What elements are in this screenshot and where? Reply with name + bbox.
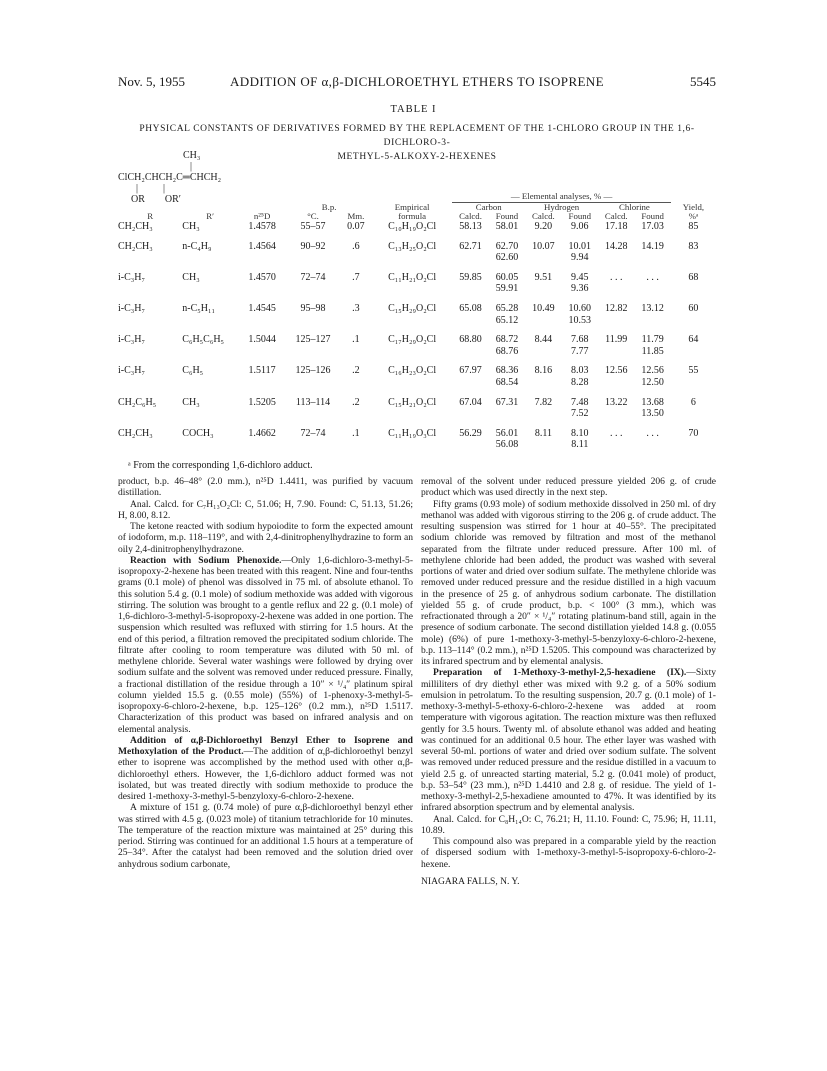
table-cell-yield: 6 — [690, 396, 696, 408]
table-caption-line-2: METHYL-5-ALKOXY-2-HEXENES — [337, 152, 497, 162]
chlorine-found-header: Found — [641, 211, 664, 221]
table-cell-formula: C₁₁H₂₁O₂Cl — [388, 271, 437, 283]
table-cell-cf: 56.01 56.08 — [495, 427, 519, 451]
table-cell-clf: 13.68 13.50 — [641, 396, 664, 420]
affiliation: NIAGARA FALLS, N. Y. — [421, 875, 520, 887]
paragraph-heading: Preparation of 1-Methoxy-3-methyl-2,5-hexadiene (IX). — [433, 667, 687, 679]
paragraph-text: —Sixty milliliters of dry diethyl ether was mixed with 9.2 g. of a 50% sodium emulsion in petrolatum. To the resulting suspension, 20.7 g. (0.1 mole) of 1-methoxy-3-methyl-5-ethoxy-6-chloro-2-hexene was added at room temperature with vigorous agitation. The reaction mixture was then refluxed gently for 3.5 hours. Twenty ml. of absolute ethanol was added and heating was continued for an additional 0.5 hour. The ether layer was washed with several 50-ml. portions of water and dried over sodium sulfate. The solvent was removed under reduced pressure and the residue distilled in a vacuum to yield 2.5 g. of unreacted starting material, 5.2 g. (0.041 mole) of product, b.p. 53–54° (23 mm.), n²⁵D 1.4410 and 2.8 g. of residue. The yield of 1-methoxy-3-methyl-2,5-hexadiene amounted to 47%. It was identified by its infrared absorption spectrum and by elemental analysis. — [421, 667, 716, 814]
hydrogen-header: Hydrogen — [544, 202, 580, 212]
table-cell-Rp: CH₃ — [182, 221, 200, 232]
table-row — [118, 365, 716, 388]
table-row — [118, 397, 716, 420]
table-cell-cf: 62.70 62.60 — [495, 240, 519, 264]
table-cell-formula: C₁₀H₁₉O₂Cl — [388, 221, 437, 232]
table-cell-clf: . . . — [646, 271, 659, 283]
table-cell-hf: 7.48 7.52 — [571, 396, 589, 420]
yield-header: Yield, — [682, 201, 705, 212]
paragraph — [118, 735, 413, 803]
table-cell-Rp: n-C₅H₁₁ — [182, 302, 215, 314]
paragraph-text: —Only 1,6-dichloro-3-methyl-5-isopropoxy-2-hexene has been treated with this reagent. Nine and four-tenths grams (0.1 mole) of phenol was dissolved in 75 ml. of absolute ethanol. To this solution 5.4 g. (0.1 mole) of sodium methoxide was added with vigorous stirring. The solution was brought to a gentle reflux and 22 g. (0.1 mole) of 1,6-dichloro-3-methyl-5-isopropoxy-2-hexene was added in one portion. The suspension which resulted was refluxed with stirring for 1.5 hours. At the end of this period, a filtration removed the precipitated sodium chloride. The filtrate after cooling to room temperature was diluted with 50 ml. of methylene chloride. Several water washings were followed by drying over sodium sulfate and the solvent was removed under reduced pressure. Finally, a fractional distillation of the residue through a 10″ × ¹/₄″ platinum spiral column yielded 15.5 g. (0.55 mole) (55%) of 1-phenoxy-3-methyl-5-isopropoxy-6-chloro-2-hexene, b.p. 125–126° (0.2 mm.), n²⁵D 1.5117. Characterization of this product was based on infrared analysis and on elemental analysis. — [118, 554, 413, 735]
table-cell-yield: 85 — [688, 221, 699, 232]
table-cell-cf: 60.05 59.91 — [495, 271, 519, 295]
paragraph: This compound also was prepared in a comparable yield by the reaction of dispersed sodium with 1-methoxy-3-methyl-5-isopropoxy-6-chloro-2-hexene. — [421, 836, 716, 870]
header-title: ADDITION OF α,β-DICHLOROETHYL ETHERS TO ISOPRENE — [230, 74, 604, 89]
paragraph: removal of the solvent under reduced pressure yielded 206 g. of crude product which was used directly in the next step. — [421, 476, 716, 499]
table-cell-hf: 7.68 7.77 — [571, 334, 589, 357]
paragraph-text: —The addition of α,β-dichloroethyl benzyl ether to isoprene was accomplished by the method used with other α,β-dichloroethyl ethers. However, the 1,6-dichloro adduct formed was not isolated, but was treated directly with sodium methoxide to produce the desired 1-methoxy-3-methyl-5-benzyloxy-6-chloro-2-hexene. — [118, 746, 413, 802]
paragraph: The ketone reacted with sodium hypoiodite to form the expected amount of iodoform, m.p. 118–119°, and with 2,4-dinitrophenylhydrazine to form an oily 2,4-dinitrophenylhydrazone. — [118, 521, 413, 555]
table-cell-clf: 17.03 — [641, 221, 664, 232]
left-text-column — [118, 476, 413, 870]
table-cell-mm: .3 — [352, 302, 360, 314]
table-cell-nd: 1.4564 — [248, 240, 276, 252]
table-row — [118, 303, 716, 326]
row-spacer — [118, 357, 716, 365]
table-cell-bpc: 72–74 — [300, 427, 326, 439]
table-cell-mm: .7 — [352, 271, 360, 283]
table-cell-mm: 0.07 — [347, 221, 365, 232]
table-cell-bpc: 90–92 — [300, 240, 326, 252]
table-cell-R: CH₂CH₃ — [118, 221, 153, 232]
table-cell-cf: 58.01 — [495, 221, 519, 232]
table-row — [118, 428, 716, 451]
paragraph: Fifty grams (0.93 mole) of sodium methoxide dissolved in 250 ml. of dry methanol was added with vigorous stirring to the 206 g. of crude adduct. The resulting suspension was stirred for 1 hour at 40–55°. The precipitated sodium chloride was removed by filtration and most of the methanol separated from the filtrate under reduced pressure. After 100 ml. of methylene chloride had been added, the product was washed with several portions of water and dried over sodium sulfate. The methylene chloride was removed under reduced pressure and the residue distilled in a high vacuum in the presence of 25 g. of anhydrous sodium carbonate. The distillation yielded 55 g. of crude product, b.p. < 100° (3 mm.), which was refractionated through a 20″ × ¹/₄″ rotating platinum-band still, again in the presence of sodium carbonate. The second distillation yielded 14.8 g. (0.055 mole) (6%) of pure 1-methoxy-3-methyl-5-benzyloxy-6-chloro-2-hexene, b.p. 113–114° (0.2 mm.), n²⁵D 1.5205. This compound was characterized by its infrared spectrum and by elemental analysis. — [421, 498, 716, 667]
table-cell-cf: 68.36 68.54 — [495, 365, 519, 388]
table-cell-nd: 1.5117 — [248, 365, 276, 377]
elemental-analyses-header: — Elemental analyses, % — — [452, 192, 671, 203]
table-cell-cc: 62.71 — [459, 240, 482, 252]
chlorine-header: Chlorine — [619, 202, 650, 212]
table-cell-nd: 1.4545 — [248, 302, 276, 314]
row-spacer — [118, 420, 716, 428]
table-cell-cf: 68.72 68.76 — [495, 334, 519, 357]
table-cell-yield: 60 — [688, 302, 699, 314]
header-page-number: 5545 — [690, 74, 716, 89]
table-row — [118, 221, 716, 233]
right-text-column — [421, 476, 716, 887]
table-cell-R: i-C₃H₇ — [118, 334, 145, 346]
table-row — [118, 272, 716, 295]
paragraph-heading: Reaction with Sodium Phenoxide. — [130, 554, 282, 566]
table-cell-nd: 1.5044 — [248, 334, 276, 346]
rprime-header: R′ — [206, 211, 215, 221]
row-spacer — [118, 233, 716, 241]
table-cell-cc: 67.97 — [459, 365, 482, 377]
row-spacer — [118, 295, 716, 303]
table-cell-hf: 10.60 10.53 — [568, 302, 592, 326]
table-cell-cc: 65.08 — [459, 302, 482, 314]
bp-header: B.p. — [321, 201, 337, 212]
table-cell-nd: 1.4570 — [248, 271, 276, 283]
paragraph — [118, 555, 413, 735]
table-title: TABLE I — [390, 104, 437, 115]
table-cell-R: CH₂CH₃ — [118, 240, 153, 252]
table-cell-formula: C₁₃H₂₅O₂Cl — [388, 240, 437, 252]
header-date: Nov. 5, 1955 — [118, 74, 186, 89]
table-cell-cf: 65.28 65.12 — [495, 302, 519, 326]
table-cell-hf: 9.06 — [571, 221, 589, 232]
table-cell-hc: 10.07 — [532, 240, 555, 252]
table-cell-Rp: CH₃ — [182, 396, 200, 408]
table-cell-formula: C₁₆H₂₃O₂Cl — [388, 365, 437, 377]
table-cell-cf: 67.31 — [495, 396, 519, 408]
r-header: R — [147, 211, 154, 221]
table-cell-mm: .1 — [352, 427, 360, 439]
table-cell-mm: .2 — [352, 365, 360, 377]
table-cell-hc: 9.20 — [534, 221, 553, 232]
nd-header: n²⁵D — [253, 211, 271, 221]
table-cell-Rp: n-C₄H₉ — [182, 240, 212, 252]
formula-header: formula — [398, 211, 427, 221]
paragraph: Anal. Calcd. for C₇H₁₃O₂Cl: C, 51.06; H, 7.90. Found: C, 51.13, 51.26; H, 8.00, 8.12. — [118, 498, 413, 521]
paragraph-heading: Addition of α,β-Dichloroethyl Benzyl Ether to Isoprene and Methoxylation of the Product. — [118, 734, 413, 757]
paragraph — [421, 667, 716, 813]
row-spacer — [118, 389, 716, 397]
table-cell-hc: 8.44 — [534, 334, 553, 346]
table-cell-bpc: 95–98 — [300, 302, 326, 314]
bp-mm-header: Mm. — [347, 211, 365, 221]
table-cell-mm: .1 — [352, 334, 360, 346]
table-cell-clf: 14.19 — [641, 240, 664, 252]
table-footnote: ᵃ From the corresponding 1,6-dichloro adduct. — [128, 460, 313, 471]
physical-constants-table — [118, 192, 716, 459]
table-cell-R: CH₂C₆H₅ — [118, 396, 157, 408]
table-cell-Rp: COCH₃ — [182, 427, 214, 439]
table-cell-nd: 1.4578 — [248, 221, 276, 232]
table-cell-clf: 13.12 — [641, 302, 664, 314]
table-cell-clc: . . . — [609, 271, 623, 283]
table-cell-bpc: 125–127 — [295, 334, 331, 346]
row-spacer — [118, 326, 716, 334]
table-cell-cc: 56.29 — [459, 427, 482, 439]
carbon-found-header: Found — [495, 211, 519, 221]
chlorine-calcd-header: Calcd. — [604, 211, 628, 221]
table-cell-bpc: 113–114 — [295, 396, 331, 408]
table-cell-clc: 11.99 — [605, 334, 628, 346]
table-cell-bpc: 55–57 — [300, 221, 326, 232]
empirical-header: Empirical — [394, 201, 430, 212]
formula-line-4: | | — [136, 183, 166, 194]
table-cell-hc: 9.51 — [534, 271, 553, 283]
formula-line-5: OR OR′ — [131, 194, 181, 205]
table-cell-formula: C₁₇H₂₉O₂Cl — [388, 334, 437, 346]
table-cell-R: CH₂CH₃ — [118, 427, 153, 439]
table-cell-Rp: CH₃ — [182, 271, 200, 283]
table-cell-R: i-C₃H₇ — [118, 302, 145, 314]
table-cell-cc: 59.85 — [459, 271, 482, 283]
table-cell-formula: C₁₅H₂₁O₂Cl — [388, 396, 437, 408]
table-cell-yield: 55 — [688, 365, 699, 377]
table-cell-clc: 13.22 — [604, 396, 628, 408]
table-body — [118, 221, 716, 459]
table-cell-R: i-C₃H₇ — [118, 365, 145, 377]
table-cell-nd: 1.5205 — [248, 396, 276, 408]
carbon-calcd-header: Calcd. — [459, 211, 482, 221]
table-cell-hc: 8.11 — [534, 427, 552, 439]
table-cell-bpc: 72–74 — [300, 271, 326, 283]
table-cell-formula: C₁₁H₁₉O₃Cl — [388, 427, 437, 439]
table-row — [118, 241, 716, 264]
table-cell-hf: 8.10 8.11 — [571, 427, 589, 451]
table-cell-hc: 7.82 — [534, 396, 553, 408]
table-cell-clc: 12.56 — [604, 365, 628, 377]
formula-line-3: ClCH₂CHCH₂C═CHCH₂ — [118, 172, 222, 183]
row-spacer — [118, 264, 716, 272]
table-cell-clc: 12.82 — [604, 302, 628, 314]
table-cell-bpc: 125–126 — [295, 365, 331, 377]
table-cell-hc: 10.49 — [532, 302, 555, 314]
formula-line-2: | — [190, 161, 193, 172]
table-caption-line-1: PHYSICAL CONSTANTS OF DERIVATIVES FORMED BY THE REPLACEMENT OF THE 1-CHLORO GROUP IN THE 1,6-DICHLORO-3- — [139, 124, 695, 148]
table-cell-cc: 58.13 — [459, 221, 482, 232]
table-cell-mm: .2 — [352, 396, 360, 408]
table-cell-yield: 83 — [688, 240, 699, 252]
table-cell-formula: C₁₅H₂₉O₂Cl — [388, 302, 437, 314]
formula-line-1: CH₃ — [183, 150, 201, 161]
table-cell-clc: 14.28 — [604, 240, 628, 252]
table-cell-hf: 10.01 9.94 — [568, 240, 592, 264]
table-cell-mm: .6 — [352, 240, 360, 252]
table-cell-Rp: C₆H₅C₆H₅ — [182, 334, 225, 346]
paragraph: A mixture of 151 g. (0.74 mole) of pure α,β-dichloroethyl benzyl ether was stirred with 4.5 g. (0.023 mole) of titanium tetrachloride for 10 minutes. The temperature of the reaction mixture was maintained at 25° during this period. Stirring was continued for an additional 1.5 hours at a temperature of 25–34°. After the catalyst had been removed and the solution dried over anhydrous sodium carbonate, — [118, 802, 413, 870]
row-spacer — [118, 451, 716, 459]
carbon-header: Carbon — [475, 202, 502, 212]
paragraph: Anal. Calcd. for C₈H₁₄O: C, 76.21; H, 11.10. Found: C, 75.96; H, 11.11, 10.89. — [421, 813, 716, 836]
hydrogen-calcd-header: Calcd. — [532, 211, 555, 221]
paragraph: product, b.p. 46–48° (2.0 mm.), n²⁵D 1.4411, was purified by vacuum distillation. — [118, 476, 413, 499]
table-cell-hf: 8.03 8.28 — [571, 365, 589, 388]
hydrogen-found-header: Found — [568, 211, 592, 221]
table-cell-cc: 67.04 — [459, 396, 482, 408]
table-cell-hf: 9.45 9.36 — [571, 271, 589, 295]
table-cell-yield: 64 — [688, 334, 699, 346]
table-cell-Rp: C₆H₅ — [182, 365, 204, 377]
table-cell-hc: 8.16 — [534, 365, 553, 377]
table-cell-clc: . . . — [609, 427, 623, 439]
table-cell-clc: 17.18 — [604, 221, 628, 232]
table-cell-nd: 1.4662 — [248, 427, 276, 439]
table-cell-R: i-C₃H₇ — [118, 271, 145, 283]
table-caption — [118, 122, 716, 164]
table-row — [118, 334, 716, 357]
table-cell-clf: 11.79 11.85 — [641, 334, 664, 357]
table-cell-clf: . . . — [646, 427, 659, 439]
table-cell-cc: 68.80 — [459, 334, 482, 346]
bp-c-header: °C. — [307, 211, 319, 221]
table-cell-clf: 12.56 12.50 — [641, 365, 664, 388]
table-cell-yield: 70 — [688, 427, 699, 439]
table-cell-yield: 68 — [688, 271, 699, 283]
yield-unit-header: %ᵃ — [688, 211, 699, 221]
